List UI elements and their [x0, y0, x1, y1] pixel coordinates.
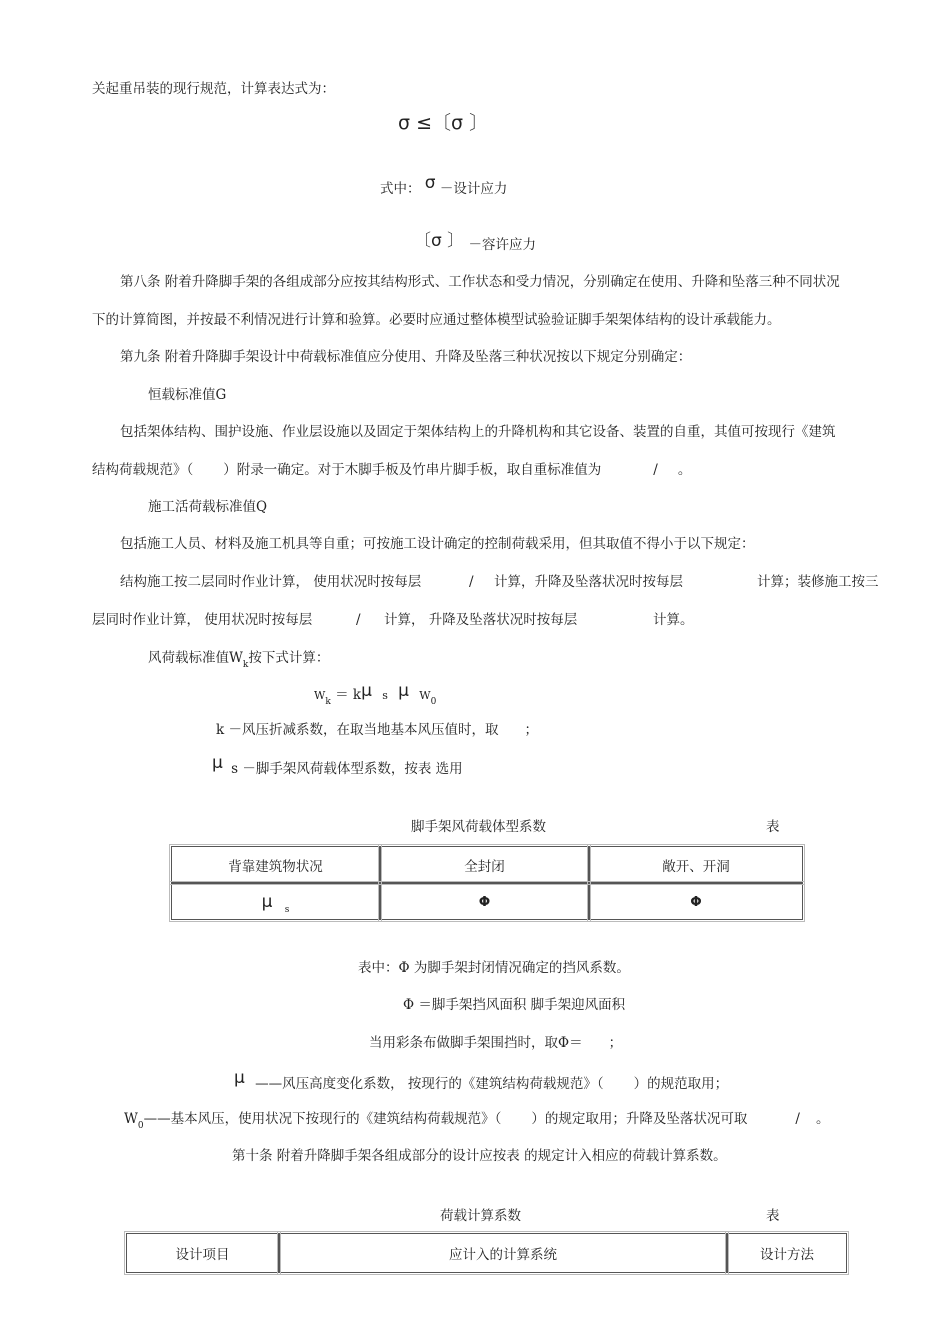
wind-formula-eq: ＝ k — [335, 687, 362, 703]
wind-formula-s: s — [382, 689, 388, 702]
w0-description — [124, 1111, 830, 1131]
phi-cloth-line — [369, 1037, 622, 1051]
article-8-line-1: 第八条 附着升降脚手架的各组成部分应按其结构形式、工作状态和受力情况，分别确定在使用、升降和坠落三种不同状况 — [120, 274, 840, 290]
wind-shape-coefficient-table — [171, 846, 803, 920]
main-formula: σ ≤〔σ 〕 — [398, 112, 489, 134]
dead-load-p2a: 结构荷载规范》（ — [92, 462, 194, 478]
wind-formula-w: W — [314, 689, 326, 702]
live-load-p3c: 计算， 升降及坠落状况时按每层 — [384, 612, 578, 628]
live-load-p2a: 结构施工按二层同时作业计算， 使用状况时按每层 — [120, 574, 422, 590]
w0-c: ）的规定取用；升降及坠落状况可取 — [531, 1111, 748, 1127]
allowable-symbol: 〔σ 〕 — [414, 231, 465, 251]
table-1-header-cell: 全封闭 — [380, 846, 589, 883]
table-1-tag: 表 — [766, 819, 780, 835]
load-coefficient-table — [126, 1233, 847, 1273]
dead-load-para-2 — [92, 464, 691, 478]
w0-b: ——基本风压，使用状况下按现行的《建筑结构荷载规范》（ — [143, 1111, 502, 1127]
wind-formula-k: k — [325, 697, 331, 707]
wind-formula-w0: W — [419, 689, 431, 702]
w0-sub: 0 — [137, 1121, 144, 1131]
table-1-row-label — [171, 883, 380, 920]
sigma-symbol: σ — [424, 173, 436, 193]
mu-s-desc: s －脚手架风荷载体型系数，按表 选用 — [231, 761, 463, 777]
wind-formula-0: 0 — [430, 697, 437, 707]
mu-s-description — [212, 753, 463, 777]
table-1-value-cell: Φ — [589, 883, 803, 920]
where-label: 式中： — [380, 181, 421, 197]
w0-a: W — [124, 1111, 138, 1127]
mu-s-cell-mu: μ — [261, 891, 273, 912]
table-1-header-row — [171, 846, 803, 883]
live-load-p3b: / — [356, 612, 361, 628]
dead-load-p2d: 。 — [677, 462, 692, 478]
live-load-p2d: 计算；装修施工按三 — [757, 574, 879, 590]
wind-formula-mu-z: μ — [361, 681, 372, 701]
article-8-line-2: 下的计算简图，并按最不利情况进行计算和验算。必要时应通过整体模型试验验证脚手架架体结构的设计承载能力。 — [92, 312, 781, 328]
table-1-row — [171, 883, 803, 920]
intro-line: 关起重吊装的现行规范，计算表达式为： — [92, 81, 335, 97]
dead-load-p2c: / — [653, 462, 658, 478]
mu-s-cell-s: s — [284, 904, 290, 915]
live-load-p3a: 层同时作业计算， 使用状况时按每层 — [92, 612, 313, 628]
mu-s-symbol: μ — [212, 753, 223, 773]
wind-formula-mu-s: μ — [398, 681, 409, 701]
dead-load-para-1: 包括架体结构、围护设施、作业层设施以及固定于架体结构上的升降机构和其它设备、装置的自重，其值可按现行《建筑 — [120, 424, 836, 440]
table-1-header-cell: 背靠建筑物状况 — [171, 846, 380, 883]
allowable-desc: －容许应力 — [468, 237, 536, 253]
dead-load-title: 恒载标准值G — [148, 387, 227, 403]
phi-note: 表中：Φ 为脚手架封闭情况确定的挡风系数。 — [358, 960, 630, 976]
allowable-line — [414, 231, 536, 253]
mu-z-desc-end: ）的规范取用； — [633, 1076, 729, 1092]
live-load-title: 施工活荷载标准值Q — [148, 499, 268, 515]
mu-z-desc: ——风压高度变化系数， 按现行的《建筑结构荷载规范》（ — [255, 1076, 604, 1092]
w0-d: / — [795, 1111, 800, 1127]
table-2-header-cell: 设计方法 — [727, 1233, 847, 1273]
table-2-tag: 表 — [766, 1208, 780, 1224]
dead-load-p2b: ）附录一确定。对于木脚手板及竹串片脚手板，取自重标准值为 — [223, 462, 602, 478]
live-load-para-1: 包括施工人员、材料及施工机具等自重；可按施工设计确定的控制荷载采用，但其取值不得小于以下规定： — [120, 536, 755, 552]
phi-cloth-end: ； — [608, 1035, 623, 1051]
k-desc-end: ； — [524, 722, 538, 738]
w0-e: 。 — [815, 1111, 830, 1127]
mu-z-symbol: μ — [234, 1068, 245, 1088]
wind-title-b: 按下式计算： — [248, 650, 330, 666]
sigma-desc: －设计应力 — [439, 181, 508, 197]
table-1-value-cell: Φ — [380, 883, 589, 920]
table-1-header-cell: 敞开、开洞 — [589, 846, 803, 883]
k-description — [216, 724, 538, 738]
phi-cloth: 当用彩条布做脚手架围挡时，取Φ＝ — [369, 1035, 583, 1051]
table-2-caption: 荷载计算系数 — [440, 1208, 521, 1224]
article-9-line-1: 第九条 附着升降脚手架设计中荷载标准值应分使用、升降及坠落三种状况按以下规定分别确定： — [120, 349, 692, 365]
phi-formula: Φ ＝脚手架挡风面积 脚手架迎风面积 — [403, 997, 626, 1013]
mu-z-description — [234, 1068, 729, 1092]
wind-formula — [314, 681, 437, 707]
wind-title-sub: k — [242, 660, 249, 670]
live-load-p3d: 计算。 — [653, 612, 694, 628]
table-2-header-cell: 设计项目 — [126, 1233, 279, 1273]
article-10: 第十条 附着升降脚手架各组成部分的设计应按表 的规定计入相应的荷载计算系数。 — [232, 1148, 727, 1164]
table-2-header-cell: 应计入的计算系统 — [279, 1233, 727, 1273]
wind-load-title — [148, 650, 330, 670]
k-desc: k －风压折减系数，在取当地基本风压值时，取 — [216, 722, 499, 738]
wind-title-a: 风荷载标准值W — [148, 650, 243, 666]
where-line — [380, 173, 508, 197]
live-load-p2c: 计算，升降及坠落状况时按每层 — [494, 574, 683, 590]
table-2-header-row — [126, 1233, 847, 1273]
table-1-caption: 脚手架风荷载体型系数 — [411, 819, 546, 835]
live-load-p2b: / — [469, 574, 474, 590]
